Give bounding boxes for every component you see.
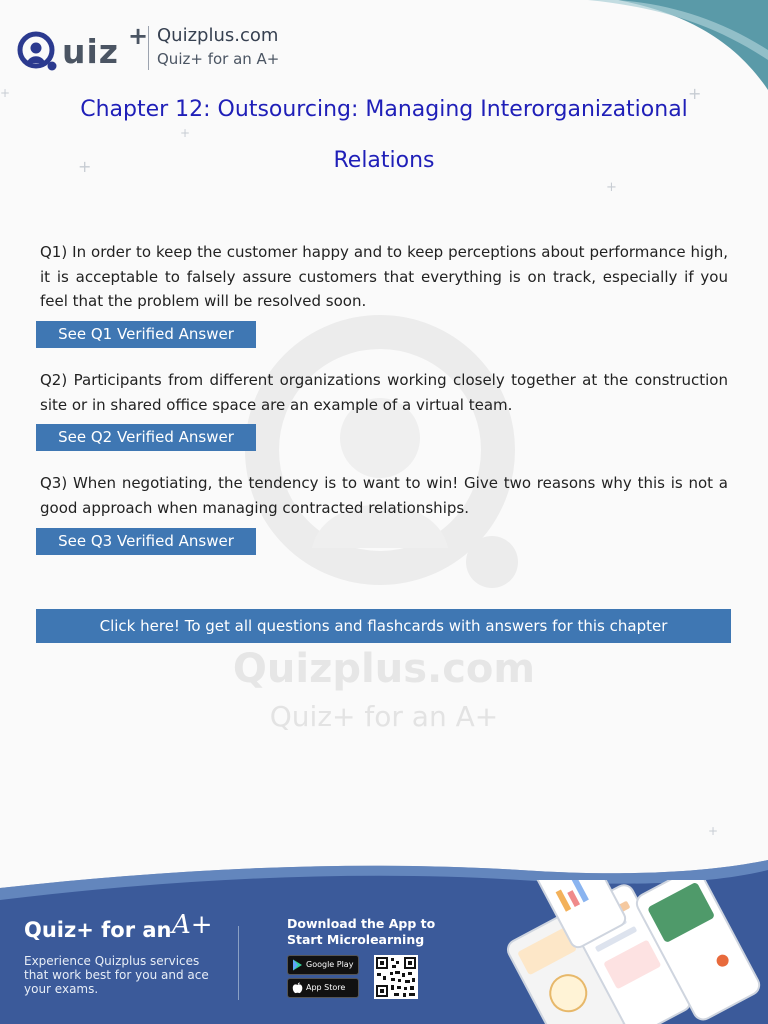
q1-verified-answer-button[interactable]: See Q1 Verified Answer [36, 321, 256, 348]
plus-decoration: + [606, 180, 617, 195]
plus-decoration: + [688, 84, 702, 103]
question-1: Q1) In order to keep the customer happy and to keep perceptions about performance high, it is acceptable to falsely assure customers that everything is on track, especially if you feel that the problem will be resolved soon. [40, 243, 728, 310]
logo-divider [148, 26, 149, 70]
chapter-title [40, 84, 728, 186]
app-phones-illustration [505, 880, 768, 1024]
footer-a-plus-mark: A+ [172, 910, 213, 940]
footer-divider [238, 926, 239, 1000]
question-2: Q2) Participants from different organizations working closely together at the construction site or in shared office space are an example of a virtual team. [40, 371, 728, 414]
footer-banner [0, 860, 768, 1024]
chapter-title-line-1: Chapter 12: Outsourcing: Managing Interorganizational [80, 97, 688, 122]
google-play-icon [292, 959, 303, 971]
qr-code-icon[interactable] [374, 955, 418, 999]
plus-decoration: + [78, 157, 92, 176]
watermark-q-icon [240, 310, 520, 590]
plus-decoration: + [180, 126, 191, 140]
watermark-site-name: Quizplus.com [232, 646, 536, 692]
plus-decoration: + [0, 86, 11, 100]
watermark-tagline: Quiz+ for an A+ [269, 700, 499, 733]
plus-decoration: + [708, 824, 719, 838]
footer-description: Experience Quizplus services that work best for you and ace your exams. [24, 954, 209, 996]
logo-plus: + [128, 22, 149, 50]
app-store-label: App Store [306, 983, 346, 992]
quizplus-logo[interactable] [16, 22, 156, 78]
q2-verified-answer-button[interactable]: See Q2 Verified Answer [36, 424, 256, 451]
question-3: Q3) When negotiating, the tendency is to want to win! Give two reasons why this is not a good approach when managing contracted relationships. [40, 474, 728, 517]
chapter-title-line-2: Relations [333, 148, 435, 173]
logo-word: uiz [62, 32, 120, 71]
q3-verified-answer-button[interactable]: See Q3 Verified Answer [36, 528, 256, 555]
logo-tagline: Quiz+ for an A+ [157, 50, 280, 68]
google-play-label: Google Play [306, 960, 354, 969]
corner-wave-decoration [578, 0, 768, 90]
app-store-button[interactable] [287, 978, 359, 998]
quizplus-q-icon [16, 30, 58, 72]
logo-site-name: Quizplus.com [157, 25, 279, 46]
google-play-button[interactable] [287, 955, 359, 975]
footer-brand: Quiz+ for an [24, 918, 172, 942]
all-questions-cta-button[interactable]: Click here! To get all questions and flashcards with answers for this chapter [36, 609, 731, 643]
apple-icon [292, 982, 303, 994]
download-app-text: Download the App to Start Microlearning [287, 916, 436, 947]
